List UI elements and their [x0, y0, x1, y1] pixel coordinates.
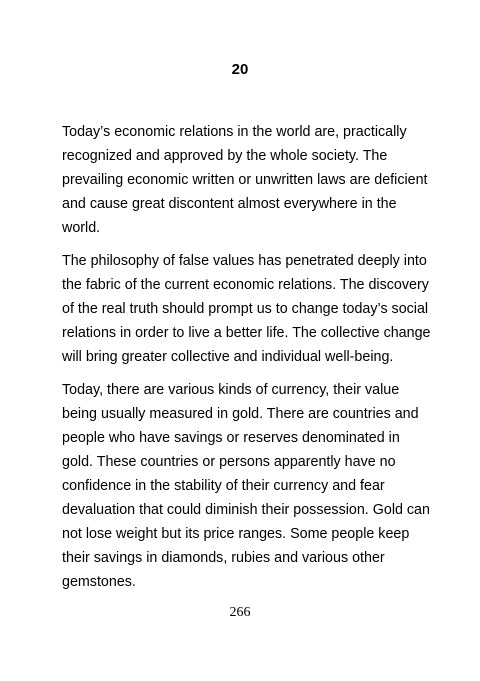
text-line: gemstones.	[62, 574, 136, 590]
text-line: and cause great discontent almost everywhere in the	[62, 196, 397, 212]
text-line: Today, there are various kinds of currency, their value	[62, 382, 400, 398]
page-number: 266	[229, 605, 251, 620]
text-line: people who have savings or reserves denominated in	[62, 430, 400, 446]
text-line: The philosophy of false values has penetrated deeply into	[62, 253, 427, 269]
text-line: prevailing economic written or unwritten laws are deficient	[62, 172, 428, 188]
text-line: devaluation that could diminish their possession. Gold can	[62, 502, 430, 518]
text-line: their savings in diamonds, rubies and various other	[62, 550, 385, 566]
paragraph-3	[62, 378, 432, 594]
chapter-number: 20	[231, 61, 249, 78]
text-line: confidence in the stability of their currency and fear	[62, 478, 385, 494]
paragraph-2	[62, 249, 432, 369]
text-line: of the real truth should prompt us to change today’s social	[62, 301, 429, 317]
text-line: Today’s economic relations in the world are, practically	[62, 124, 407, 140]
text-line: recognized and approved by the whole society. The	[62, 148, 388, 164]
text-line: the fabric of the current economic relations. The discovery	[62, 277, 429, 293]
body-text	[62, 120, 432, 603]
text-line: will bring greater collective and individual well-being.	[62, 349, 394, 365]
text-line: relations in order to live a better life. The collective change	[62, 325, 431, 341]
paragraph-1	[62, 120, 432, 240]
text-line: gold. These countries or persons apparently have no	[62, 454, 396, 470]
text-line: world.	[62, 220, 101, 236]
text-line: not lose weight but its price ranges. Some people keep	[62, 526, 410, 542]
text-line: being usually measured in gold. There are countries and	[62, 406, 419, 422]
